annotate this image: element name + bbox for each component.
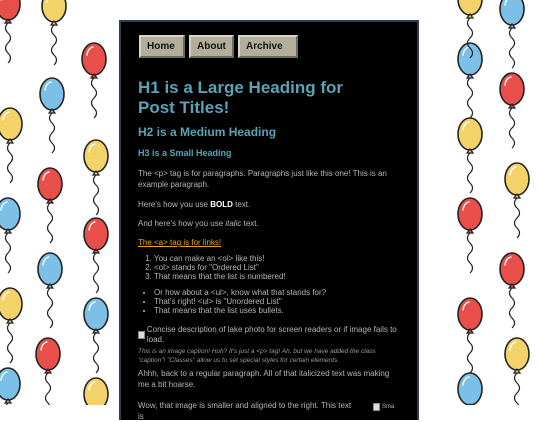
paragraph-last: Wow, that image is smaller and aligned to the right. This text is: [138, 401, 352, 421]
balloon-icon: [42, 0, 66, 65]
nav-button-about[interactable]: About: [189, 35, 234, 58]
bold-word: BOLD: [210, 200, 233, 209]
italic-text-prefix: And here's how you use: [138, 219, 226, 228]
lake-photo-alt-text: Concise description of lake photo for screen readers or if image fails to load.: [146, 325, 397, 344]
bold-text-suffix: text.: [232, 200, 251, 209]
heading-h2: H2 is a Medium Heading: [138, 125, 277, 139]
heading-h3: H3 is a Small Heading: [138, 148, 232, 158]
balloon-icon: [458, 43, 482, 118]
content-panel: [119, 20, 419, 420]
paragraph-after-image: Ahhh, back to a regular paragraph. All of that italicized text was making me a bit hoarse.: [138, 369, 390, 389]
lake-photo-image: [138, 325, 408, 345]
balloon-icon: [500, 253, 524, 328]
balloon-icon: [84, 378, 108, 405]
broken-image-icon: [138, 331, 145, 339]
balloon-icon: [505, 163, 529, 238]
nav-button-archive[interactable]: Archive: [238, 35, 298, 58]
balloon-icon: [500, 0, 524, 68]
balloon-icon: [40, 78, 64, 153]
balloon-icon: [458, 298, 482, 373]
balloon-icon: [82, 43, 106, 118]
small-image-alt-text: Sma: [382, 404, 395, 410]
paragraph-intro: The <p> tag is for paragraphs. Paragraphs just like this one! This is an example paragraph.: [138, 169, 387, 189]
unordered-list: [138, 288, 404, 315]
ordered-list-item: 1. You can make an <ol> like this!: [154, 254, 404, 263]
balloon-icon: [84, 298, 108, 373]
balloon-icon: [0, 0, 20, 63]
post-title-h1: H1 is a Large Heading for Post Titles!: [138, 78, 343, 117]
unordered-list-item: • That's right! <ul> is "Unordered List": [154, 297, 404, 306]
unordered-list-item: • Or how about a <ul>, know what that stands for?: [154, 288, 404, 297]
navigation-bar: [139, 35, 298, 58]
balloon-icon: [505, 338, 529, 405]
ordered-list-item: 2. <ol> stands for "Ordered List": [154, 263, 404, 272]
balloon-icon: [458, 373, 482, 405]
balloon-icon: [0, 288, 22, 363]
balloon-icon: [0, 108, 22, 183]
unordered-list-item: • That means that the list uses bullets.: [154, 306, 404, 315]
paragraph-italic: [138, 218, 388, 229]
ordered-list: [138, 254, 404, 281]
paragraph-bold: [138, 199, 388, 210]
ordered-list-item: 3. That means that the list is numbered!: [154, 272, 404, 281]
example-link[interactable]: The <a> tag is for links!: [138, 238, 222, 247]
balloon-icon: [0, 198, 20, 273]
balloon-icon: [84, 140, 108, 215]
nav-button-home[interactable]: Home: [139, 35, 185, 58]
italic-word: italic: [225, 219, 242, 228]
balloon-icon: [500, 73, 524, 148]
bold-text-prefix: Here's how you use: [138, 200, 211, 209]
balloon-icon: [458, 118, 482, 193]
small-right-image: [373, 403, 394, 411]
balloon-icon: [38, 168, 62, 243]
balloon-icon: [38, 253, 62, 328]
balloon-icon: [0, 368, 20, 405]
balloon-icon: [84, 218, 108, 293]
broken-image-icon: [373, 403, 380, 411]
balloon-icon: [458, 198, 482, 273]
balloon-icon: [36, 338, 60, 405]
image-caption: This is an image caption! Huh? It's just a <p> tag! Ah, but we have added the class "caption"! "Classes" allow us to set special styles for certain elements.: [138, 347, 376, 364]
italic-text-suffix: text.: [241, 219, 259, 228]
